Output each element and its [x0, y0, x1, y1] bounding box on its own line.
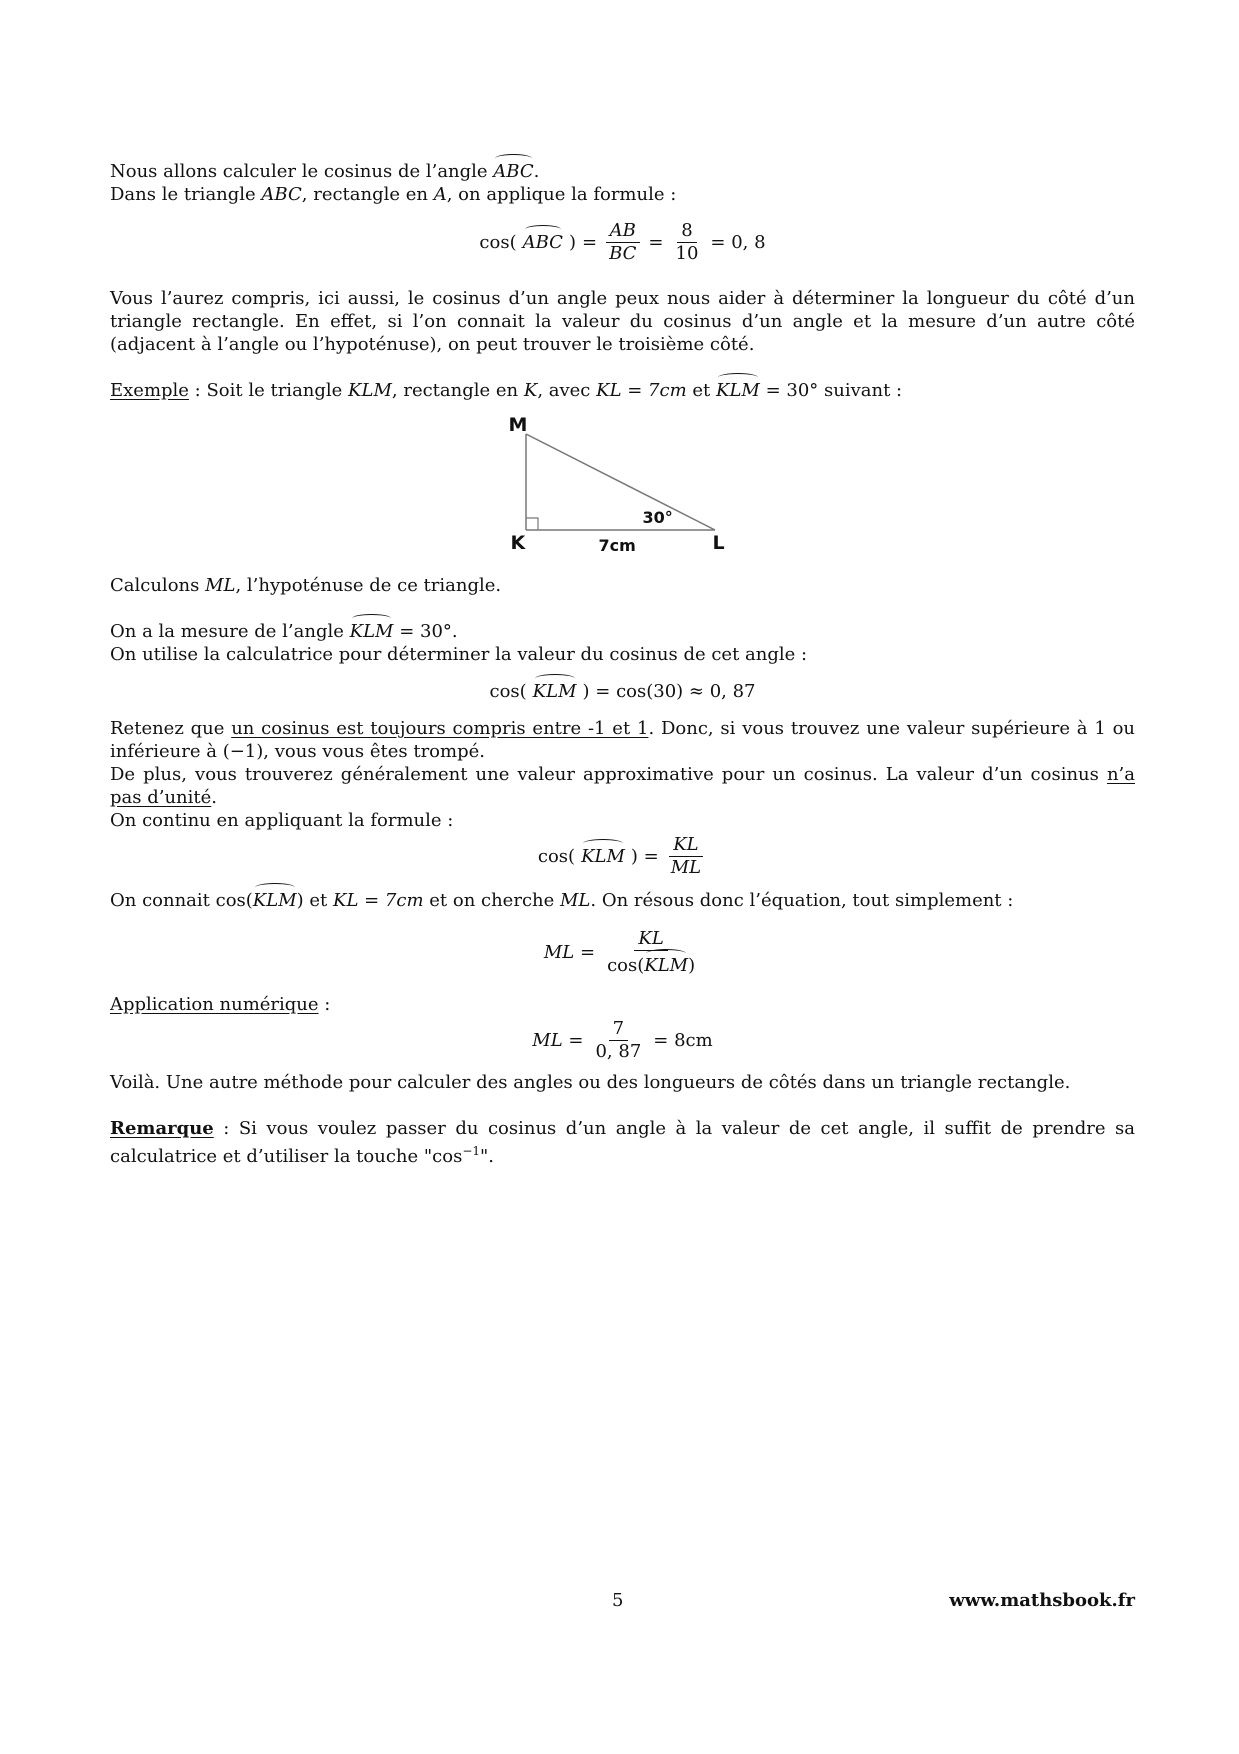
math-angle: KLM [349, 621, 394, 642]
text: De plus, vous trouverez généralement une valeur approximative pour un cosinus. La valeur d’un cosinus [110, 764, 1107, 785]
fraction [603, 928, 699, 977]
text: , rectangle en [391, 380, 524, 401]
example-line [110, 379, 1135, 402]
fraction [672, 220, 703, 265]
page-content [110, 160, 1135, 1168]
math-angle: KLM [644, 955, 689, 976]
text: : [318, 994, 331, 1015]
math: ML [205, 575, 236, 596]
equation-cos-klm [110, 680, 1135, 703]
text: . [533, 161, 540, 182]
equation-ml [110, 928, 1135, 977]
denominator: 10 [675, 243, 699, 264]
math: KL = 7cm [596, 380, 687, 401]
side-ml [526, 434, 715, 530]
math: cos( [489, 681, 527, 702]
math-angle: ABC [522, 232, 563, 253]
math: = 8cm [653, 1030, 713, 1051]
superscript: −1 [462, 1144, 481, 1158]
math-angle: KLM [716, 380, 760, 401]
math: ) [568, 232, 576, 253]
remark-label: Remarque [110, 1118, 214, 1139]
fraction [605, 220, 640, 265]
underlined-text: un cosinus est toujours compris entre -1 et 1 [231, 718, 649, 739]
page-number: 5 [612, 1590, 624, 1611]
intro-line-1 [110, 160, 1135, 183]
denominator [603, 951, 699, 977]
voila-line: Voilà. Une autre méthode pour calculer des angles ou des longueurs de côtés dans un triangle rectangle. [110, 1072, 1071, 1093]
text: = 30° suivant : [759, 380, 903, 401]
text: = 30°. [393, 621, 458, 642]
fraction [667, 834, 705, 879]
right-angle-mark [526, 518, 538, 530]
angle-abc: ABC [493, 161, 534, 182]
denominator: BC [609, 243, 637, 264]
numerator: AB [606, 220, 640, 243]
text: ". [480, 1146, 495, 1167]
numerator: KL [634, 928, 667, 951]
math: ABC [261, 184, 302, 205]
label-k: K [510, 532, 526, 554]
retain-paragraph [110, 717, 1135, 763]
math: ) = cos(30) ≈ 0, 87 [582, 681, 756, 702]
plus-paragraph [110, 763, 1135, 809]
math: K [523, 380, 538, 401]
math: ML = [543, 942, 596, 963]
fraction [591, 1018, 645, 1063]
math: ) = [630, 846, 659, 867]
measure-line [110, 620, 1135, 643]
text: Nous allons calculer le cosinus de l’angle [110, 161, 494, 182]
math: ML = [532, 1030, 584, 1051]
text: . [211, 787, 218, 808]
text: , avec [537, 380, 597, 401]
label-side-length: 7cm [598, 536, 636, 555]
math: cos( [537, 846, 576, 867]
math-angle: KLM [252, 890, 297, 911]
text: Calculons [110, 575, 206, 596]
label-l: L [712, 532, 725, 554]
denominator: ML [670, 857, 702, 878]
label-angle: 30° [642, 508, 673, 527]
continue-line: On continu en appliquant la formule : [110, 810, 454, 831]
math: = [581, 232, 598, 253]
equation-formula [110, 834, 1135, 879]
footer-website: www.mathsbook.fr [949, 1590, 1135, 1611]
math: = 0, 8 [710, 232, 766, 253]
text: : Soit le triangle [188, 380, 349, 401]
math: cos( [479, 232, 517, 253]
math: ML [560, 890, 591, 911]
remark-paragraph [110, 1117, 1135, 1168]
intro-line-2 [110, 183, 1135, 206]
text: . On résous donc l’équation, tout simplement : [590, 890, 1014, 911]
text: , rectangle en [301, 184, 434, 205]
text: et [686, 380, 716, 401]
equation-cos-abc [110, 220, 1135, 265]
label-m: M [508, 414, 528, 436]
math: ) [688, 955, 696, 976]
underlined-text: n’a pas d’unité [110, 764, 1135, 808]
text: Retenez que [110, 718, 232, 739]
calc-use-line: On utilise la calculatrice pour déterminer la valeur du cosinus de cet angle : [110, 644, 808, 665]
numerator: 8 [677, 220, 696, 243]
text: , on applique la formule : [446, 184, 677, 205]
text: On connait cos( [110, 890, 253, 911]
text: Dans le triangle [110, 184, 262, 205]
math-angle: KLM [532, 681, 577, 702]
text: On a la mesure de l’angle [110, 621, 350, 642]
numerator: KL [669, 834, 702, 857]
text: : Si vous voulez passer du cosinus d’un angle à la valeur de cet angle, il suffit de prendre sa calculatrice et d’utiliser la touche "cos [110, 1118, 1135, 1167]
equation-numeric [110, 1018, 1135, 1063]
text: . Donc, si vous trouvez une valeur supérieure à 1 ou inférieure à (−1), vous vous êtes trompé. [110, 718, 1136, 762]
application-label: Application numérique [110, 994, 319, 1015]
text: et on cherche [423, 890, 560, 911]
known-line [110, 889, 1135, 912]
application-line [110, 993, 1135, 1016]
math: KLM [348, 380, 392, 401]
triangle-figure [493, 412, 753, 562]
denominator: 0, 87 [595, 1041, 642, 1062]
text: ) et [296, 890, 333, 911]
math: A [433, 184, 447, 205]
paragraph-explanation: Vous l’aurez compris, ici aussi, le cosinus d’un angle peux nous aider à déterminer la longueur du côté d’un triangle rectangle. En effet, si l’on connait la valeur du cosinus d’un angle et la mesure d’un autre côté (adjacent à l’angle ou l’hypoténuse), on peut trouver le troisième côté. [110, 288, 1135, 355]
calc-line [110, 574, 1135, 597]
numerator: 7 [609, 1018, 628, 1041]
text: , l’hypoténuse de ce triangle. [235, 575, 502, 596]
math: = [648, 232, 664, 253]
math: cos( [607, 955, 645, 976]
math: KL = 7cm [333, 890, 424, 911]
example-label: Exemple [110, 380, 189, 401]
math-angle: KLM [581, 846, 625, 867]
